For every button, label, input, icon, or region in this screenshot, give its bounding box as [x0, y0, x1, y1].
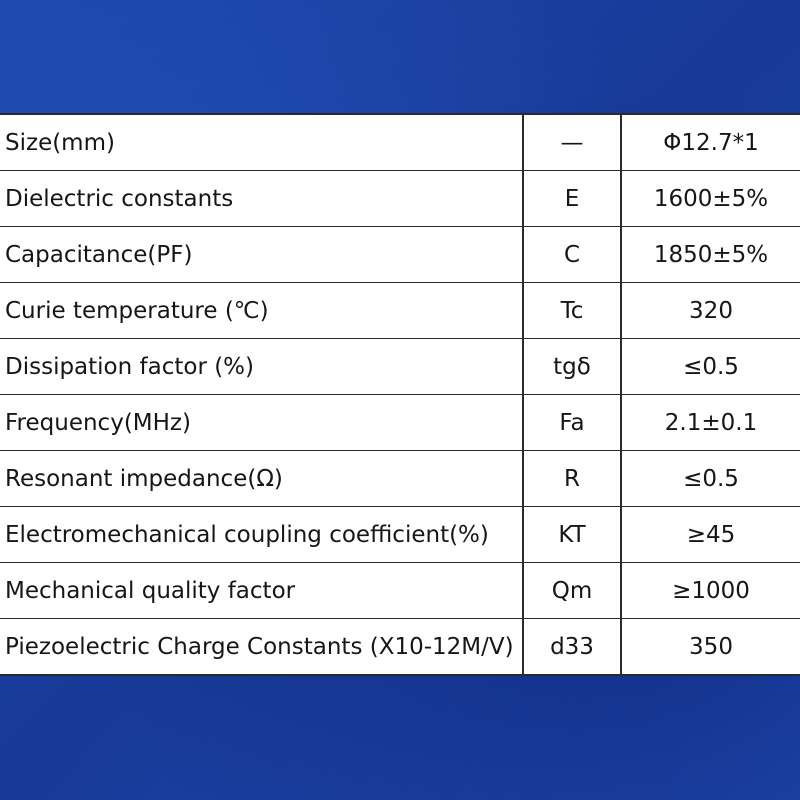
table-row	[0, 395, 800, 451]
value-cell: ≥45	[621, 507, 800, 563]
symbol-cell: R	[523, 451, 621, 507]
table-row	[0, 339, 800, 395]
table-row	[0, 563, 800, 619]
value-cell: 1600±5%	[621, 171, 800, 227]
value-cell: ≥1000	[621, 563, 800, 619]
value-cell: 350	[621, 619, 800, 676]
parameter-cell: Electromechanical coupling coefficient(%)	[0, 507, 523, 563]
symbol-cell: Tc	[523, 283, 621, 339]
table-row	[0, 171, 800, 227]
value-cell: 2.1±0.1	[621, 395, 800, 451]
parameter-cell: Dissipation factor (%)	[0, 339, 523, 395]
value-cell: 320	[621, 283, 800, 339]
parameter-cell: Size(mm)	[0, 114, 523, 171]
table-row	[0, 114, 800, 171]
parameter-cell: Piezoelectric Charge Constants (X10-12M/V)	[0, 619, 523, 676]
bottom-blue-band	[0, 671, 800, 800]
symbol-cell: Fa	[523, 395, 621, 451]
value-cell: 1850±5%	[621, 227, 800, 283]
parameter-cell: Capacitance(PF)	[0, 227, 523, 283]
symbol-cell: d33	[523, 619, 621, 676]
table-row	[0, 507, 800, 563]
parameter-cell: Curie temperature (℃)	[0, 283, 523, 339]
symbol-cell: Qm	[523, 563, 621, 619]
value-cell: Φ12.7*1	[621, 114, 800, 171]
table-row	[0, 283, 800, 339]
parameter-cell: Mechanical quality factor	[0, 563, 523, 619]
specification-table	[0, 113, 800, 676]
symbol-cell: tgδ	[523, 339, 621, 395]
symbol-cell: KT	[523, 507, 621, 563]
table-row	[0, 451, 800, 507]
symbol-cell: E	[523, 171, 621, 227]
symbol-cell: C	[523, 227, 621, 283]
spec-table-body	[0, 114, 800, 675]
value-cell: ≤0.5	[621, 339, 800, 395]
symbol-cell: —	[523, 114, 621, 171]
value-cell: ≤0.5	[621, 451, 800, 507]
parameter-cell: Frequency(MHz)	[0, 395, 523, 451]
table-row	[0, 619, 800, 676]
parameter-cell: Resonant impedance(Ω)	[0, 451, 523, 507]
top-blue-band	[0, 0, 800, 113]
parameter-cell: Dielectric constants	[0, 171, 523, 227]
table-row	[0, 227, 800, 283]
